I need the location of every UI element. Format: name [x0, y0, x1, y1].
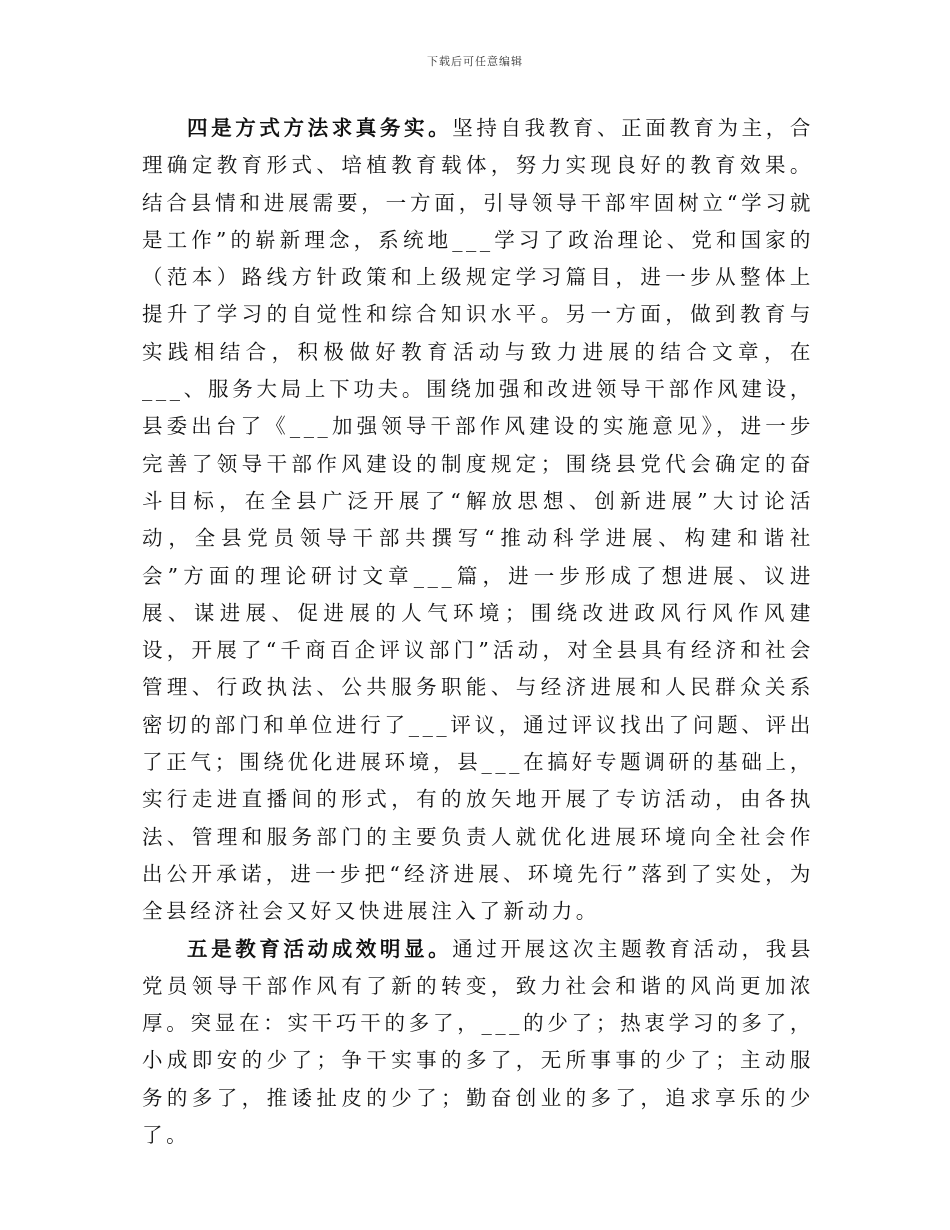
- paragraph-methods: [142, 110, 814, 931]
- page-header: 下载后可任意编辑: [427, 55, 523, 68]
- paragraph-results: [142, 931, 814, 1155]
- paragraph-lead: 五是教育活动成效明显。: [187, 936, 453, 961]
- document-body: [142, 110, 814, 1154]
- paragraph-lead: 四是方式方法求真务实。: [187, 116, 453, 140]
- paragraph-text: 坚持自我教育、正面教育为主，合理确定教育形式、培植教育载体，努力实现良好的教育效果。结合县情和进展需要，一方面，引导领导干部牢固树立“学习就是工作”的崭新理念，系统地___学习了政治理论、党和国家的（范本）路线方针政策和上级规定学习篇目，进一步从整体上提升了学习的自觉性和综合知识水平。另一方面，做到教育与实践相结合，积极做好教育活动与致力进展的结合文章，在___、服务大局上下功夫。围绕加强和改进领导干部作风建设，县委出台了《___加强领导干部作风建设的实施意见》，进一步完善了领导干部作风建设的制度规定；围绕县党代会确定的奋斗目标，在全县广泛开展了“解放思想、创新进展”大讨论活动，全县党员领导干部共撰写“推动科学进展、构建和谐社会”方面的理论研讨文章___篇，进一步形成了想进展、议进展、谋进展、促进展的人气环境；围绕改进政风行风作风建设，开展了“千商百企评议部门”活动，对全县具有经济和社会管理、行政执法、公共服务职能、与经济进展和人民群众关系密切的部门和单位进行了___评议，通过评议找出了问题、评出了正气；围绕优化进展环境，县___在搞好专题调研的基础上，实行走进直播间的形式，有的放矢地开展了专访活动，由各执法、管理和服务部门的主要负责人就优化进展环境向全社会作出公开承诺，进一步把“经济进展、环境先行”落到了实处，为全县经济社会又好又快进展注入了新动力。: [142, 116, 814, 924]
- paragraph-text: 通过开展这次主题教育活动，我县党员领导干部作风有了新的转变，致力社会和谐的风尚更加浓厚。突显在：实干巧干的多了，___的少了；热衷学习的多了，小成即安的少了；争干实事的多了，无所事事的少了；主动服务的多了，推诿扯皮的少了；勤奋创业的多了，追求享乐的少了。: [142, 936, 814, 1148]
